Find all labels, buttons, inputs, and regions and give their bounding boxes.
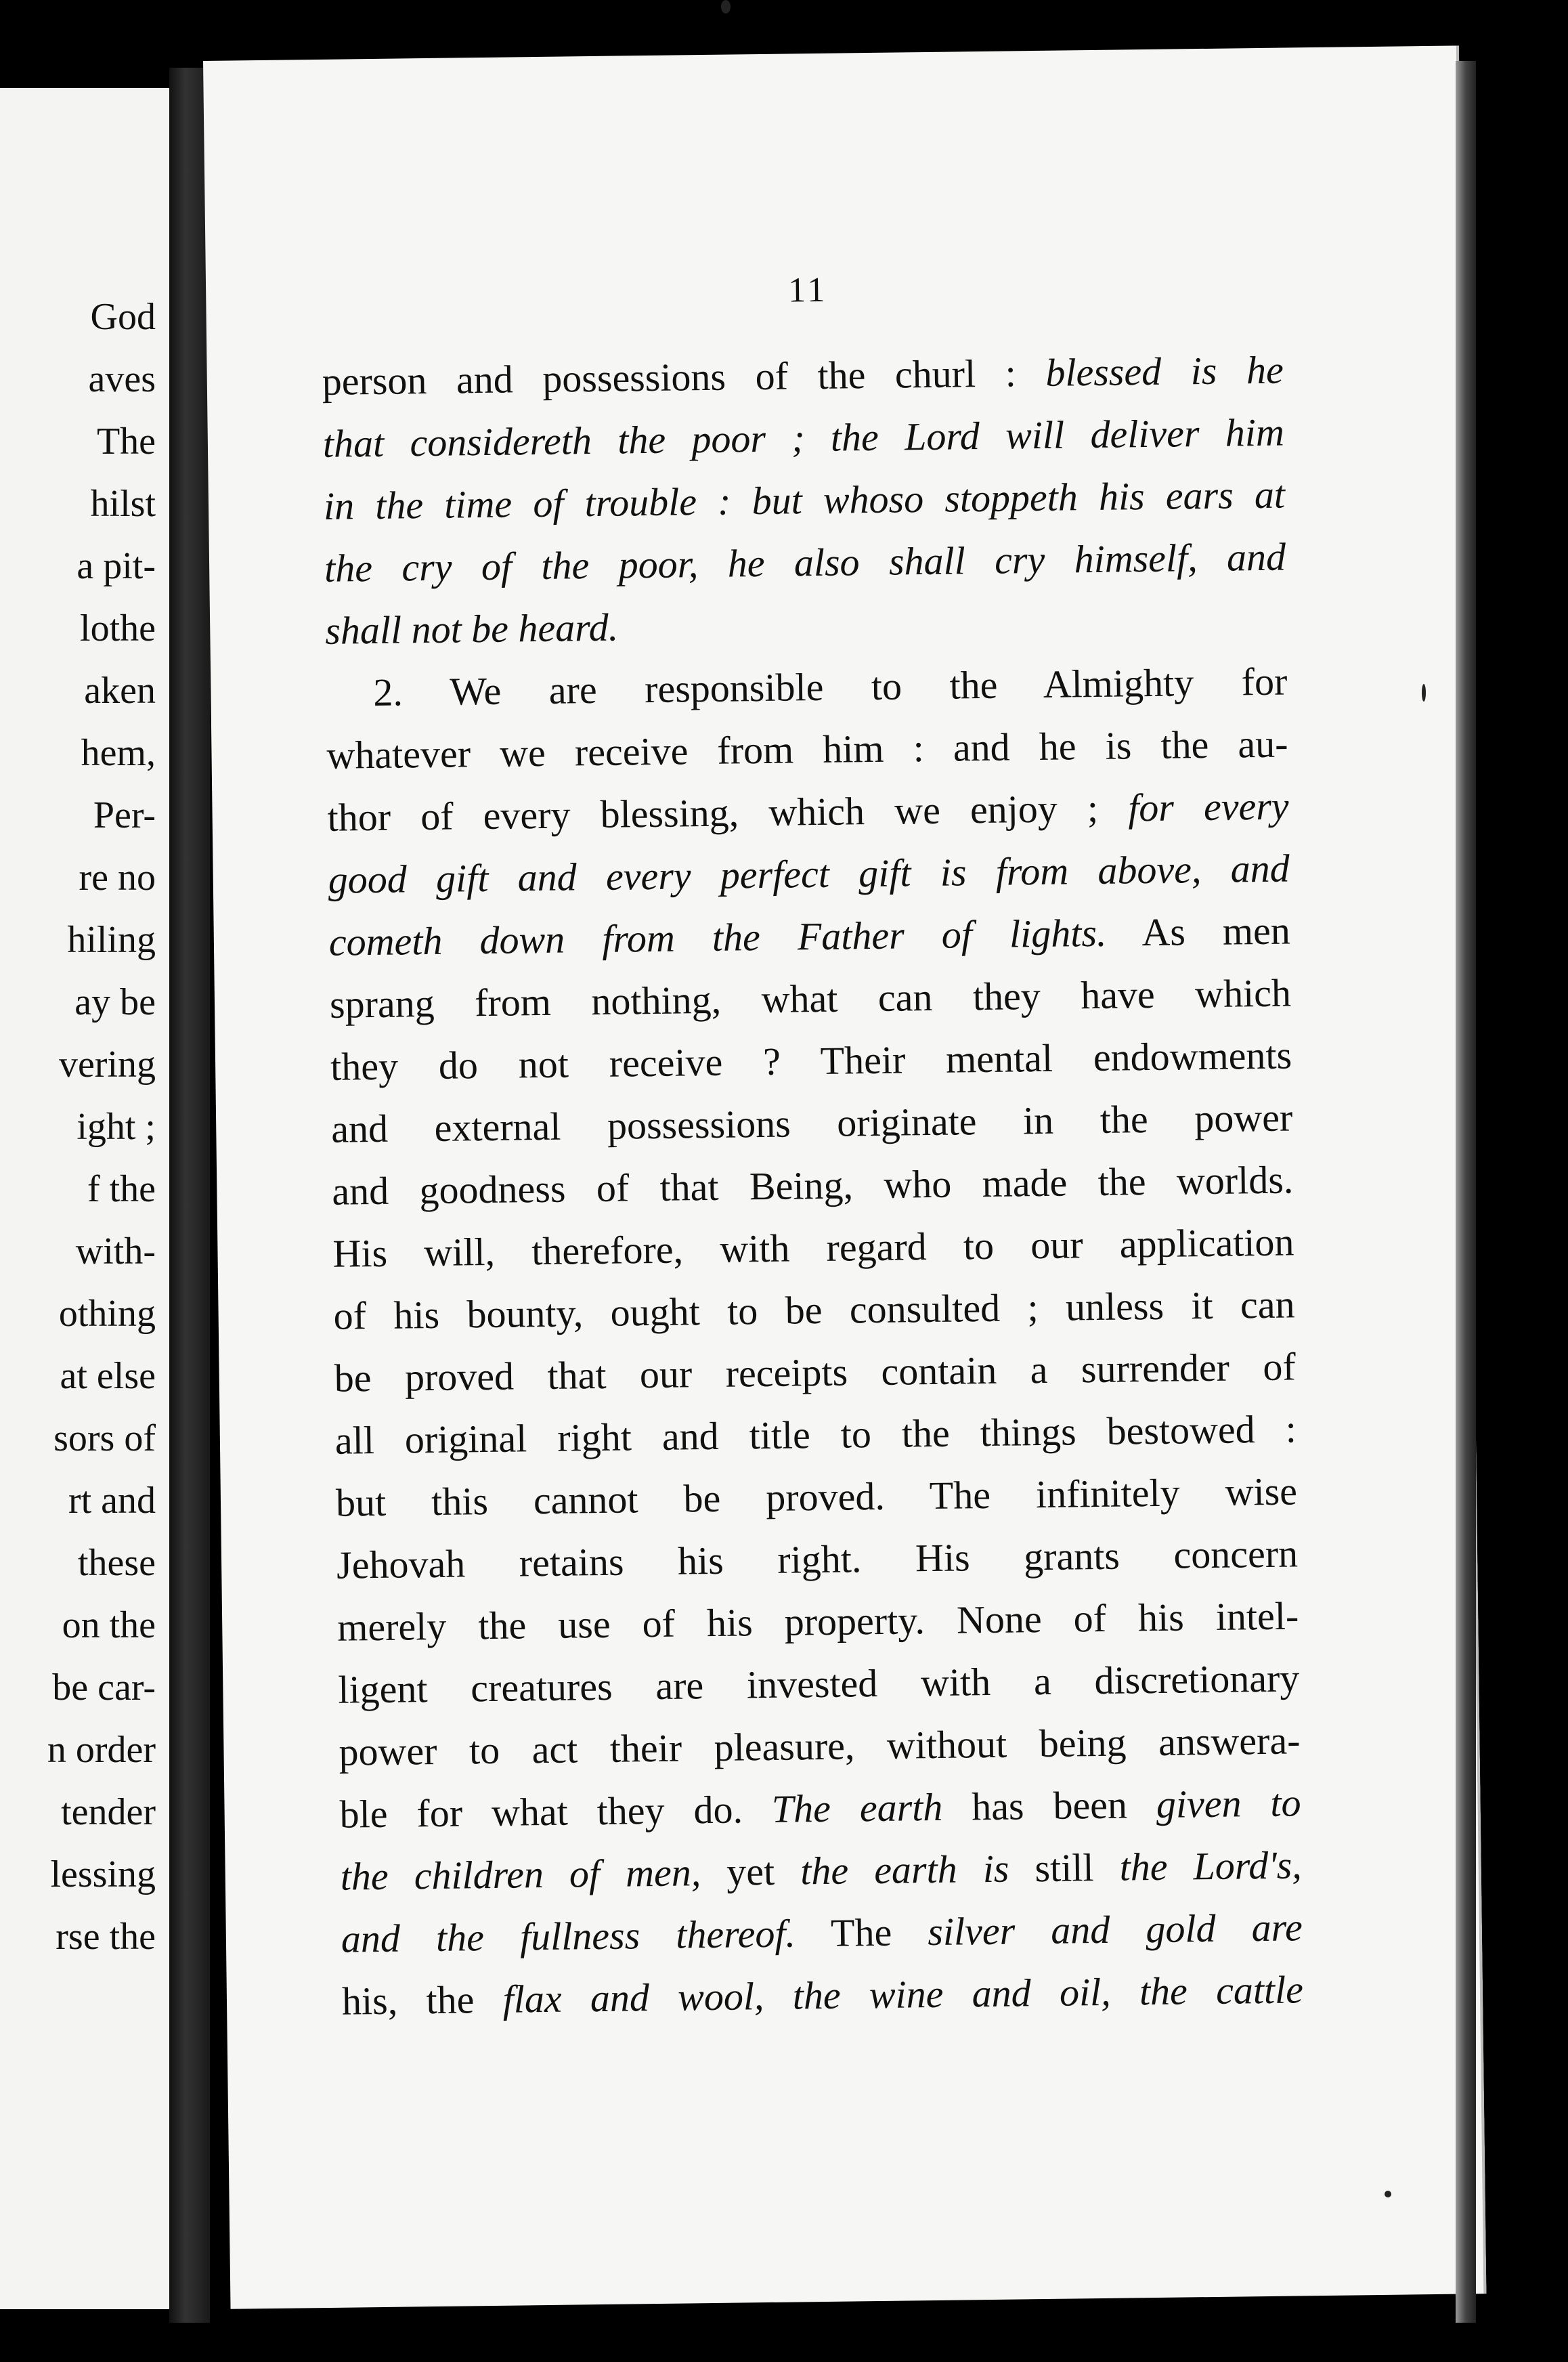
- text-line: [324, 526, 1286, 600]
- left-page-line: aken: [84, 670, 156, 712]
- left-page-line: hem,: [81, 732, 156, 774]
- italic-segment: the earth is: [800, 1846, 1009, 1893]
- text-segment: As men: [1106, 908, 1291, 955]
- text-segment: Jehovah retains his right. His grants concern: [336, 1531, 1299, 1587]
- italic-segment: the children of men,: [340, 1850, 701, 1899]
- text-segment: his,: [341, 1978, 398, 2023]
- scan-speck: [1385, 2191, 1391, 2197]
- book-gutter: [169, 68, 210, 2323]
- text-segment: ligent creatures are invested with a discretionary: [338, 1656, 1300, 1712]
- left-page-line: a pit-: [77, 545, 156, 587]
- text-line: [340, 1834, 1302, 1908]
- left-page-line: sors of: [53, 1417, 156, 1459]
- text-segment: 2. We are responsible to the Almighty for: [373, 659, 1288, 714]
- text-line: [339, 1709, 1301, 1783]
- text-segment: be proved that our receipts contain a surrender of: [334, 1344, 1297, 1400]
- left-page-line: at else: [60, 1355, 156, 1397]
- italic-segment: in the time of trouble : but whoso stoppeth his ears at: [323, 472, 1286, 528]
- text-line: [339, 1772, 1301, 1845]
- text-line: [335, 1460, 1297, 1534]
- left-page-line: f the: [87, 1168, 156, 1210]
- text-segment: ble for what they do.: [339, 1786, 772, 1837]
- text-segment: they do not receive ? Their mental endowments: [330, 1033, 1292, 1089]
- scan-speck: [1422, 684, 1426, 702]
- text-segment: His will, therefore, with regard to our application: [332, 1220, 1294, 1276]
- text-segment: The: [795, 1910, 928, 1956]
- text-segment: all original right and title to the things bestowed :: [334, 1407, 1297, 1463]
- text-segment: of his bounty, ought to be consulted ; unless it can: [333, 1282, 1295, 1338]
- italic-segment: silver and gold are: [927, 1905, 1303, 1954]
- italic-segment: and the fullness thereof.: [341, 1911, 796, 1961]
- text-line: [330, 1024, 1292, 1098]
- page-edge: [1456, 61, 1476, 2323]
- left-page-line: n order: [47, 1729, 156, 1771]
- scan-speck: [721, 0, 731, 14]
- left-page-line: aves: [88, 358, 156, 400]
- text-line: [332, 1148, 1294, 1222]
- left-page-line: rse the: [56, 1916, 156, 1958]
- text-line: [327, 775, 1289, 849]
- text-line: [325, 588, 1287, 662]
- text-line: [326, 713, 1288, 787]
- text-segment: and goodness of that Being, who made the worlds.: [332, 1157, 1294, 1214]
- text-line: [337, 1585, 1299, 1658]
- italic-segment: shall not be heard.: [324, 605, 619, 653]
- text-segment: power to act their pleasure, without being answera-: [339, 1718, 1301, 1774]
- italic-segment: good gift and every perfect gift is from above, and: [328, 846, 1290, 902]
- left-page-line: hiling: [67, 919, 156, 961]
- text-line: [341, 1958, 1303, 2032]
- left-page-fragment: [0, 88, 169, 2309]
- left-page-line: Per-: [93, 794, 156, 836]
- left-page-line: ight ;: [77, 1106, 156, 1148]
- left-page-line: God: [90, 296, 156, 338]
- text-line: [336, 1522, 1299, 1596]
- text-segment: yet: [700, 1849, 801, 1895]
- italic-segment: blessed is he: [1045, 347, 1284, 395]
- body-text: [322, 339, 1303, 2033]
- text-line: [323, 464, 1285, 538]
- text-segment: person and possessions of the churl :: [322, 350, 1046, 404]
- text-segment: the: [397, 1977, 504, 2023]
- text-segment: sprang from nothing, what can they have which: [329, 970, 1292, 1027]
- italic-segment: flax and wool, the wine and oil, the cattle: [502, 1967, 1304, 2021]
- page-number: 11: [787, 270, 828, 310]
- left-page-line: these: [77, 1542, 156, 1584]
- left-page-line: on the: [62, 1604, 156, 1646]
- italic-segment: cometh down from the Father of lights.: [328, 910, 1107, 964]
- text-line: [326, 651, 1288, 725]
- left-page-line: rt and: [68, 1480, 156, 1522]
- italic-segment: given to: [1156, 1780, 1301, 1826]
- left-page-line: vering: [58, 1044, 156, 1086]
- left-page-line: lothe: [80, 607, 156, 649]
- text-segment: but this cannot be proved. The infinitely wise: [335, 1469, 1298, 1525]
- right-page: [203, 45, 1486, 2309]
- left-page-line: ay be: [74, 981, 156, 1023]
- text-line: [322, 339, 1284, 413]
- italic-segment: The earth: [771, 1784, 943, 1831]
- text-line: [328, 899, 1290, 973]
- left-page-line: lessing: [50, 1853, 156, 1895]
- text-segment: and external possessions originate in the power: [330, 1095, 1293, 1151]
- text-line: [328, 837, 1290, 911]
- left-page-line: re no: [79, 857, 156, 899]
- text-line: [338, 1647, 1300, 1721]
- text-line: [334, 1398, 1297, 1472]
- text-line: [331, 1086, 1293, 1160]
- italic-segment: the Lord's,: [1119, 1843, 1303, 1889]
- text-line: [334, 1335, 1296, 1409]
- text-line: [341, 1896, 1303, 1970]
- italic-segment: that considereth the poor ; the Lord will deliver him: [322, 410, 1285, 466]
- text-segment: thor of every blessing, which we enjoy ;: [327, 786, 1129, 840]
- left-page-line: The: [96, 421, 156, 463]
- text-segment: has been: [942, 1782, 1157, 1829]
- italic-segment: the cry of the poor, he also shall cry himself, and: [324, 534, 1286, 590]
- left-page-line: with-: [75, 1230, 156, 1272]
- left-page-line: hilst: [90, 483, 156, 525]
- italic-segment: for every: [1127, 783, 1289, 830]
- text-line: [332, 1211, 1294, 1285]
- left-page-line: tender: [61, 1791, 156, 1833]
- text-segment: merely the use of his property. None of his intel-: [336, 1593, 1299, 1650]
- text-line: [333, 1273, 1295, 1347]
- text-line: [329, 962, 1291, 1035]
- text-segment: still: [1009, 1845, 1120, 1891]
- text-segment: whatever we receive from him : and he is the au-: [326, 721, 1288, 777]
- left-page-line: othing: [58, 1293, 156, 1335]
- text-line: [322, 402, 1284, 475]
- left-page-line: be car-: [52, 1667, 156, 1709]
